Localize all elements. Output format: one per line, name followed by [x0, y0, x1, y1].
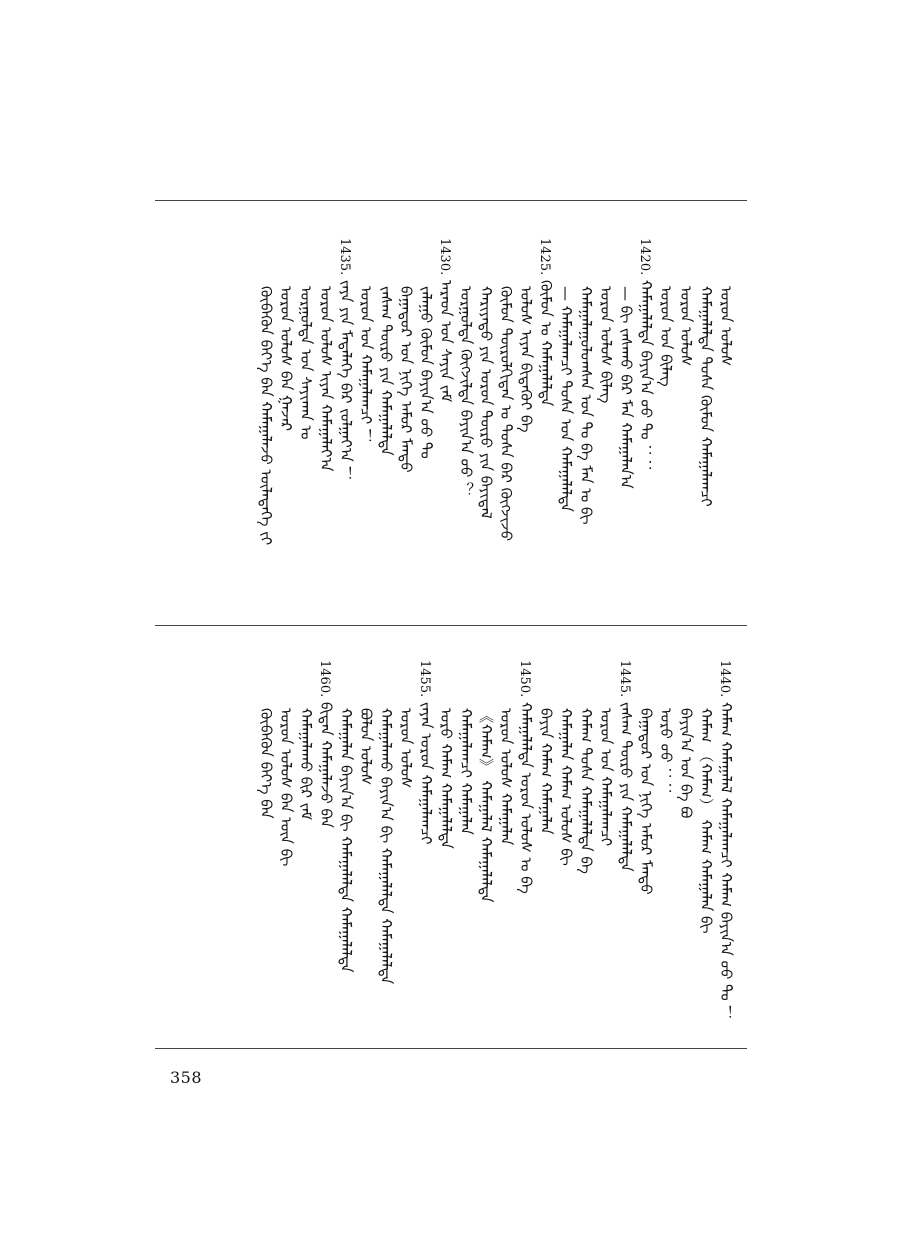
verse-line: ᠤᠷᠭᠤᠯᠳᠠ ᠤᠨ ᠰᠠᠶᠢᠬᠠᠨ ᠤ: [297, 286, 315, 440]
verse-line: ᠬᠦᠪᠡᠭᠦᠨ ᠪᠡᠶ᠎ᠡ ᠪᠠᠨ: [257, 708, 275, 819]
verse-line: ᠤᠷᠤ ᠬᠠᠮᠠᠭ ᠬᠠᠮᠠᠭᠠᠯᠠᠯᠲᠠ: [437, 708, 455, 849]
verse-line: ᠤᠷᠤᠨ ᠤᠨ ᠬᠠᠮᠠᠭᠠᠯᠠᠭᠴᠢ ！: [357, 286, 375, 444]
verse-line: ᠬᠠᠷᠢᠶᠠᠲᠤ ᠶᠢᠨ ᠤᠷᠤᠨ ᠲᠥᠷᠦ ᠶᠢᠨ ᠪᠠᠶᠢᠳᠠᠯ: [477, 286, 495, 519]
verse-line: ᠬᠠᠮᠠᠭᠠᠯᠠᠯᠲᠠ ᠪᠠᠶᠢᠨ᠎ᠠ ᠦᠦ ᠲᠤ ：：: [637, 280, 655, 475]
verse-line: ᠤᠷᠤᠨ ᠤᠯᠤᠰ ᠢᠶᠠᠨ ᠬᠠᠮᠠᠭᠠᠯᠠᠶ᠎ᠠ: [317, 286, 335, 472]
verse-line: ᠬᠦᠪᠡᠭᠦᠨ ᠪᠡᠶ᠎ᠡ ᠪᠠᠨ ᠬᠠᠮᠠᠭᠠᠯᠠᠵᠤ ᠦᠯᠡᠳᠡᠭᠡ ᠵᠢ: [257, 286, 275, 546]
middle-rule: [155, 625, 747, 626]
top-rule: [155, 200, 747, 201]
line-number: 1425.: [537, 238, 552, 276]
verse-line: ᠪᠤᠯᠤᠨ ᠤᠯᠤᠰ: [357, 708, 375, 786]
line-number: 1455.: [417, 660, 432, 698]
verse-line: ᠬᠠᠮᠠᠭ ᠲᠤᠰᠠ ᠬᠠᠮᠠᠭᠠᠯᠠᠯᠲᠠ ᠪᠠ: [577, 708, 595, 874]
verse-line: ᠪᠠᠶᠢᠨ᠎ᠠ ᠤᠨ ᠪᠠ ᠪᠤ: [677, 708, 695, 819]
verse-line: ᠤᠷᠤᠨ ᠤᠯᠤᠰ ᠪᠢᠯᠡᠭ: [597, 286, 615, 404]
line-number: 1420.: [637, 238, 652, 276]
line-number: 1450.: [517, 660, 532, 698]
verse-line: ᠵᠠᠯᠠᠭᠤ ᠬᠦᠮᠦᠨ ᠪᠠᠶᠢᠨ᠎ᠠ ᠦᠦ ᠲᠤ: [417, 286, 435, 459]
verse-line: ᠵᠠᠰᠠᠭ ᠲᠥᠷᠦ ᠶᠢᠨ ᠬᠠᠮᠠᠭᠠᠯᠠᠯᠲᠠ: [377, 286, 395, 456]
verse-line: ᠬᠦᠮᠦᠨ ᠤ ᠬᠠᠮᠠᠭᠠᠯᠠᠯᠲᠠ: [537, 280, 555, 407]
verse-line: ᠤᠯᠤᠰ ᠢᠶᠠᠨ ᠪᠢᠲᠡᠭᠦᠢ ᠪᠠ: [517, 286, 535, 433]
verse-line: ᠬᠠᠮᠠᠭᠠᠯᠠᠨ ᠪᠠᠶᠢᠨ᠎ᠠ ᠪᠢ ᠬᠠᠮᠠᠭᠠᠯᠠᠯᠲᠠ ᠬᠠᠮᠠᠭᠠᠯᠠᠯᠲᠠ: [337, 708, 355, 973]
verse-line: ᠪᠠᠶᠢᠨ ᠬᠠᠮᠠᠭ ᠬᠠᠮᠠᠭᠠᠯᠠᠨ: [537, 708, 555, 835]
verse-line: ᠤᠷᠤ ᠦᠦ ：：: [657, 708, 675, 798]
verse-line: ᠤᠷᠤᠨ ᠤᠯᠤᠰ: [397, 708, 415, 789]
verse-line: ᠬᠠᠮᠠᠭᠠᠯᠠᠭᠴᠢ ᠬᠠᠮᠠᠭᠠᠯᠠᠨ: [457, 708, 475, 835]
verse-line: ᠵᠠᠰᠠᠭ ᠲᠥᠷᠦ ᠶᠢᠨ ᠬᠠᠮᠠᠭᠠᠯᠠᠯᠲᠠ: [617, 702, 635, 872]
verse-line: ᠬᠠᠮᠠᠭ （ᠬᠠᠮᠠᠭ） ᠬᠠᠮᠠᠭ ᠬᠠᠮᠠᠭᠠᠯᠠᠨ ᠪᠢ: [697, 708, 715, 934]
verse-line: ᠤᠷᠤᠨ ᠤᠯᠤᠰ: [717, 286, 735, 367]
line-number: 1440.: [717, 660, 732, 698]
verse-line: ᠤᠷᠭᠤᠯᠳᠠ ᠬᠥᠭᠵᠢᠯᠲᠡ ᠪᠠᠶᠢᠨ᠎ᠠ ᠦᠦ ？: [457, 286, 475, 498]
verse-line: ᠪᠠᠭᠠᠲᠤᠷ ᠤᠨ ᠨᠢᠭᠡ ᠠᠮᠤᠷ ᠮᠡᠨᠳᠦ: [397, 286, 415, 473]
verse-line: ᠪᠢᠳᠡᠨ ᠬᠠᠮᠠᠭᠠᠯᠠᠵᠤ ᠪᠠᠨ: [317, 702, 335, 828]
verse-line: ᠠᠷᠠᠳ ᠤᠨ ᠰᠠᠶᠢᠨ ᠵᠠᠮ: [437, 280, 455, 403]
verse-line: ᠵᠠᠶᠠ ᠶᠢᠨ ᠮᠡᠳᠡᠯᠡᠭᠡ ᠪᠡᠷ ᠵᠤᠯᠭᠠᠶ᠎ᠠ ！: [337, 280, 355, 482]
verse-line: ᠬᠠᠮᠠᠭᠠᠯᠠᠭᠤᠯᠤᠭᠰᠠᠨ ᠤᠨ ᠲᠤ ᠪᠠ ᠮᠠᠨ ᠤ ᠪᠢ: [577, 286, 595, 525]
line-number: 1430.: [437, 238, 452, 276]
verse-line: ᠤᠷᠤᠨ ᠤᠯᠤᠰ ᠪᠠᠨ ᠦᠨ ᠪᠢ: [277, 708, 295, 867]
verse-line: ᠵᠠᠶᠠᠨ ᠤᠷᠤᠨ ᠬᠠᠮᠠᠭᠠᠯᠠᠭᠴᠢ: [417, 702, 435, 845]
verse-line: ᠬᠠᠮᠠᠭ ᠬᠠᠮᠠᠭᠠᠯᠠᠯ ᠬᠠᠮᠠᠭᠠᠯᠠᠭᠴᠢ ᠬᠠᠮᠠᠭ ᠪᠠᠶᠢᠨ᠎ᠠ ᠦᠦ ᠲᠤ ！: [717, 702, 735, 1021]
line-number: 1445.: [617, 660, 632, 698]
verse-line: ᠬᠦᠮᠦᠨ ᠲᠥᠷᠦᠯᠬᠢᠲᠡᠨ ᠤ ᠲᠤᠰᠠ ᠪᠠᠷ ᠬᠥᠭᠵᠢᠵᠦ: [497, 286, 515, 542]
verse-line: ᠬᠠᠮᠠᠭᠠᠯᠠᠬᠤ ᠪᠢᠷ ᠵᠠᠮ: [297, 708, 315, 821]
verse-line: ᠪᠠᠭᠠᠲᠤᠷ ᠤᠨ ᠨᠢᠭᠡ ᠠᠮᠤᠷ ᠮᠡᠨᠳᠦ: [637, 708, 655, 895]
verse-line: ᠬᠠᠮᠠᠭᠠᠯᠠᠨ ᠬᠠᠮᠠᠭ ᠤᠯᠤᠰ ᠪᠢ: [557, 708, 575, 866]
lower-verse-block: [255, 660, 735, 1040]
verse-line: ᠬᠠᠮᠠᠭᠠᠯᠠᠯᠲᠠ ᠤᠷᠤᠨ ᠤᠯᠤᠰ ᠤ ᠪᠠ: [517, 702, 535, 894]
verse-line: ᠤᠷᠤᠨ ᠤᠯᠤᠰ: [677, 286, 695, 367]
line-number: 1460.: [317, 660, 332, 698]
page-number: 358: [170, 1068, 203, 1087]
verse-line: ᠤᠷᠤᠨ ᠤᠨ ᠬᠠᠮᠠᠭᠠᠯᠠᠭᠴᠢ: [597, 708, 615, 847]
verse-line: ᠬᠠᠮᠠᠭᠠᠯᠠᠬᠤ ᠪᠠᠶᠢᠨ᠎ᠠ ᠪᠢ ᠬᠠᠮᠠᠭᠠᠯᠠᠯᠲᠠ ᠬᠠᠮᠠᠭᠠᠯᠠᠯᠲᠠ: [377, 708, 395, 985]
bottom-rule: [155, 1048, 747, 1049]
verse-line: 《ᠬᠠᠮᠠᠭ》 ᠬᠠᠮᠠᠭᠠᠯᠠᠯ ᠬᠠᠮᠠᠭᠠᠯᠠᠯᠲᠠ: [477, 708, 495, 903]
verse-line: ᠬᠠᠮᠠᠭᠠᠯᠠᠯᠲᠠ ᠲᠤᠰᠠ ᠬᠦᠮᠦᠨ ᠬᠠᠮᠠᠭᠠᠯᠠᠭᠴᠢ: [697, 286, 715, 507]
verse-line: — ᠪᠢ ᠵᠠᠰᠠᠬᠤ ᠪᠠᠷ ᠮᠠᠨ ᠬᠠᠮᠠᠭᠠᠯᠠᠨ᠎ᠠ: [617, 286, 635, 489]
verse-line: ᠤᠷᠤᠨ ᠤᠯᠤᠰ ᠪᠠᠨ ᠭᠠᠵᠠᠷ: [277, 286, 295, 431]
verse-line: — ᠬᠠᠮᠠᠭᠠᠯᠠᠭᠴᠢ ᠲᠤᠰᠠ ᠤᠨ ᠬᠠᠮᠠᠭᠠᠯᠠᠯᠲᠠ: [557, 286, 575, 512]
upper-verse-block: [255, 238, 735, 618]
line-number: 1435.: [337, 238, 352, 276]
verse-line: ᠤᠷᠤᠨ ᠤᠨ ᠪᠢᠯᠡᠭ: [657, 286, 675, 387]
verse-line: ᠤᠷᠤᠨ ᠤᠯᠤᠰ ᠬᠠᠮᠠᠭᠠᠯᠠᠨ: [497, 708, 515, 846]
